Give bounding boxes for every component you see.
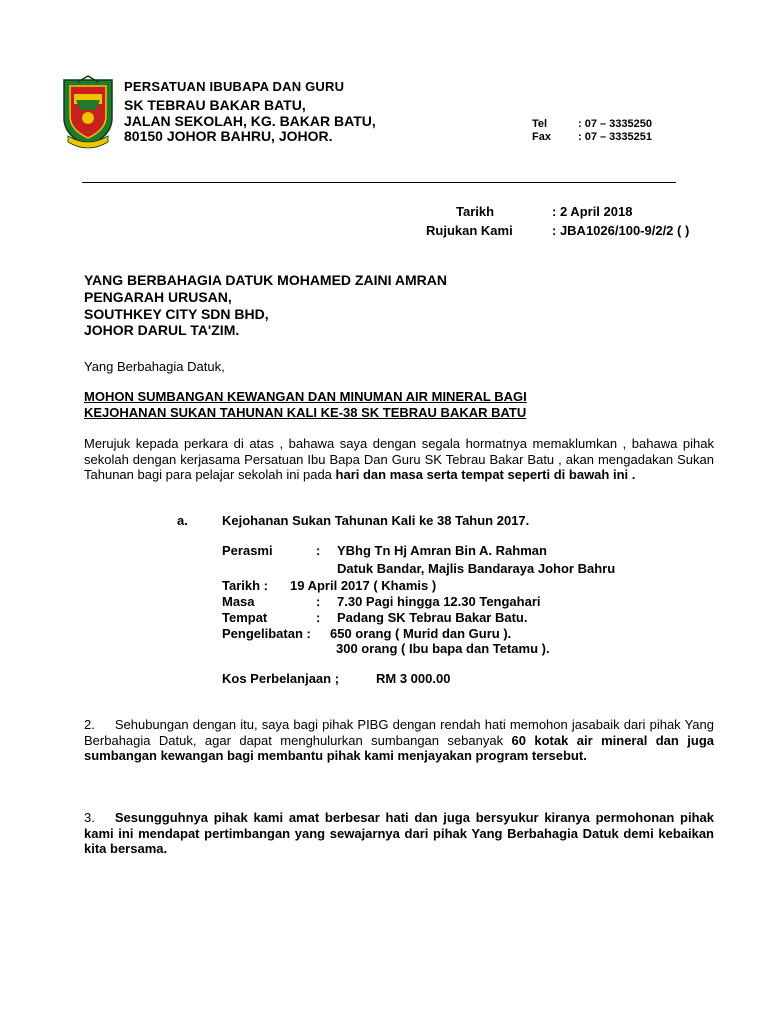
paragraph-3-text: Sesungguhnya pihak kami amat berbesar hati dan juga bersyukur kiranya permohonan pihak kami ini mendapat pertimbangan yang sewajarnya dari pihak Yang Berbahagia Datuk demi kebaikan kita bersama. (84, 810, 714, 856)
event-item-letter: a. (177, 513, 188, 528)
salutation: Yang Berbahagia Datuk, (84, 359, 225, 374)
recipient-title: PENGARAH URUSAN, (84, 289, 232, 305)
school-city: 80150 JOHOR BAHRU, JOHOR. (124, 128, 333, 144)
paragraph-2 (84, 717, 714, 764)
paragraph-2-bold: 60 kotak air mineral dan juga sumbangan kewangan bagi membantu pihak kami menjayakan program tersebut. (84, 732, 714, 763)
fax-value: : 07 – 3335251 (578, 131, 653, 143)
recipient-state: JOHOR DARUL TA'ZIM. (84, 322, 240, 338)
pengelibatan-value: 650 orang ( Murid dan Guru ). (330, 626, 512, 641)
tel-value: : 07 – 3335250 (578, 118, 653, 130)
date-label: Tarikh (456, 204, 495, 219)
tempat-label: Tempat (222, 610, 268, 625)
subject-line-2: KEJOHANAN SUKAN TAHUNAN KALI KE-38 SK TEBRAU BAKAR BATU (84, 405, 527, 420)
paragraph-1-bold: hari dan masa serta tempat seperti di bawah ini . (335, 467, 636, 482)
school-street: JALAN SEKOLAH, KG. BAKAR BATU, (124, 113, 376, 129)
paragraph-1 (84, 436, 714, 483)
masa-label: Masa (222, 594, 255, 609)
recipient-company: SOUTHKEY CITY SDN BHD, (84, 306, 269, 322)
kos-value: RM 3 000.00 (376, 671, 451, 686)
subject-line-1: MOHON SUMBANGAN KEWANGAN DAN MINUMAN AIR MINERAL BAGI (84, 389, 527, 404)
tarikh-value: 19 April 2017 ( Khamis ) (290, 578, 437, 593)
paragraph-3 (84, 810, 714, 857)
paragraph-2-text: Sehubungan dengan itu, saya bagi pihak PIBG dengan rendah hati memohon jasabaik dari pihak Yang Berbahagia Datuk, agar dapat menghulurkan sumbangan sebanyak (84, 717, 714, 748)
tarikh-label: Tarikh : (222, 578, 268, 593)
header-divider (82, 182, 676, 183)
masa-value: 7.30 Pagi hingga 12.30 Tengahari (337, 594, 541, 609)
perasmi-colon: : (316, 543, 321, 558)
reference-label: Rujukan Kami (426, 223, 513, 238)
perasmi-value: YBhg Tn Hj Amran Bin A. Rahman (337, 543, 547, 558)
school-name: SK TEBRAU BAKAR BATU, (124, 97, 306, 113)
fax-label: Fax (532, 131, 551, 143)
paragraph-1-text: Merujuk kepada perkara di atas , bahawa saya dengan segala hormatnya memaklumkan , bahawa pihak sekolah dengan kerjasama Persatuan Ibu Bapa Dan Guru SK Tebrau Bakar Batu , akan mengadakan Sukan Tahunan bagi para pelajar sekolah ini pada (84, 436, 714, 482)
tel-label: Tel (532, 118, 548, 130)
paragraph-3-number: 3. (84, 810, 95, 825)
tempat-colon: : (316, 610, 321, 625)
org-name: PERSATUAN IBUBAPA DAN GURU (124, 79, 345, 94)
perasmi-position: Datuk Bandar, Majlis Bandaraya Johor Bahru (337, 561, 616, 576)
date-value: : 2 April 2018 (552, 204, 633, 219)
pengelibatan-value-2: 300 orang ( Ibu bapa dan Tetamu ). (336, 641, 550, 656)
event-title: Kejohanan Sukan Tahunan Kali ke 38 Tahun 2017. (222, 513, 530, 528)
masa-colon: : (316, 594, 321, 609)
perasmi-label: Perasmi (222, 543, 273, 558)
tempat-value: Padang SK Tebrau Bakar Batu. (337, 610, 528, 625)
reference-value: : JBA1026/100-9/2/2 ( ) (552, 223, 690, 238)
recipient-name: YANG BERBAHAGIA DATUK MOHAMED ZAINI AMRAN (84, 272, 447, 288)
kos-label: Kos Perbelanjaan ; (222, 671, 340, 686)
school-crest-icon (60, 74, 116, 150)
paragraph-2-number: 2. (84, 717, 95, 732)
pengelibatan-label: Pengelibatan : (222, 626, 311, 641)
